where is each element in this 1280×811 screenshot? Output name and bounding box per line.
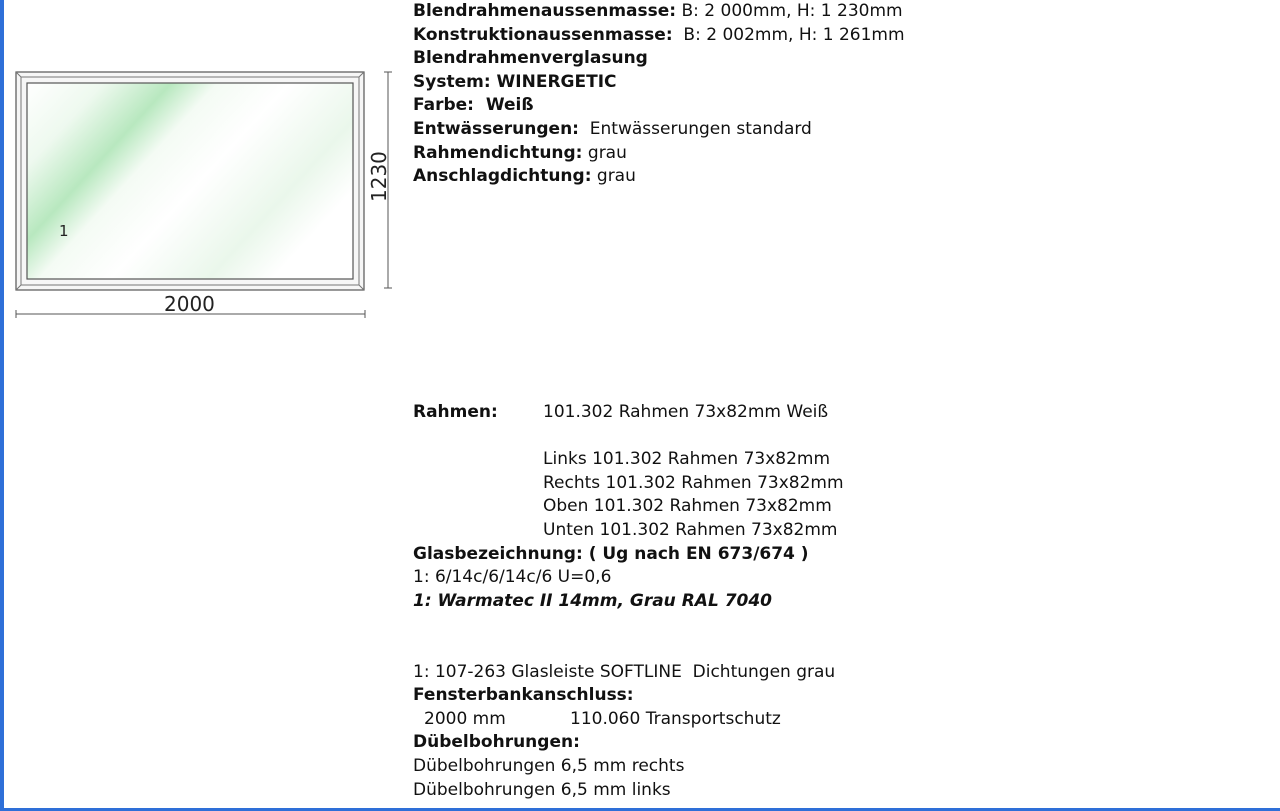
- spec-anschlagdichtung: Anschlagdichtung: grau: [413, 166, 636, 187]
- rahmen-side-links: Links 101.302 Rahmen 73x82mm: [543, 449, 831, 470]
- rahmen-side-unten: Unten 101.302 Rahmen 73x82mm: [543, 520, 838, 541]
- spec-sheet: [413, 0, 905, 802]
- duebel-right: Dübelbohrungen 6,5 mm rechts: [413, 756, 685, 776]
- glass-pane: [27, 83, 353, 279]
- fensterbank-heading: Fensterbankanschluss:: [413, 685, 634, 706]
- window-frame: [16, 72, 364, 290]
- spec-system: System: WINERGETIC: [413, 71, 617, 92]
- window-edge-left: [0, 0, 4, 811]
- fensterbank-row: 2000 mm 110.060 Transportschutz: [424, 708, 781, 729]
- height-dimension-label: 1230: [367, 151, 391, 202]
- spec-blendrahmen: Blendrahmenaussenmasse: B: 2 000mm, H: 1 230mm: [413, 1, 903, 21]
- rahmen-side-oben: Oben 101.302 Rahmen 73x82mm: [543, 496, 832, 517]
- rahmen-label: Rahmen:: [413, 402, 498, 423]
- width-dimension: [16, 292, 365, 318]
- spec-farbe: Farbe: Weiß: [413, 95, 534, 116]
- glasleiste: 1: 107-263 Glasleiste SOFTLINE Dichtungen grau: [413, 661, 836, 682]
- spec-konstruktion: Konstruktionaussenmasse: B: 2 002mm, H: 1 261mm: [413, 24, 905, 45]
- spec-rahmendichtung: Rahmendichtung: grau: [413, 142, 627, 163]
- duebel-left: Dübelbohrungen 6,5 mm links: [413, 779, 671, 800]
- duebel-heading: Dübelbohrungen:: [413, 732, 580, 753]
- sash-number: 1: [59, 222, 69, 240]
- glas-spec: 1: 6/14c/6/14c/6 U=0,6: [413, 567, 612, 588]
- spec-verglasung: Blendrahmenverglasung: [413, 48, 648, 69]
- height-dimension: [367, 72, 392, 288]
- rahmen-side-rechts: Rechts 101.302 Rahmen 73x82mm: [543, 472, 844, 493]
- glas-heading: Glasbezeichnung: ( Ug nach EN 673/674 ): [413, 543, 809, 564]
- glas-spacer: 1: Warmatec II 14mm, Grau RAL 7040: [413, 590, 773, 611]
- spec-entwaesserung: Entwässerungen: Entwässerungen standard: [413, 118, 812, 139]
- window-drawing: [10, 62, 400, 327]
- rahmen-main: Rahmen: 101.302 Rahmen 73x82mm Weiß: [413, 401, 905, 425]
- width-dimension-label: 2000: [164, 292, 215, 316]
